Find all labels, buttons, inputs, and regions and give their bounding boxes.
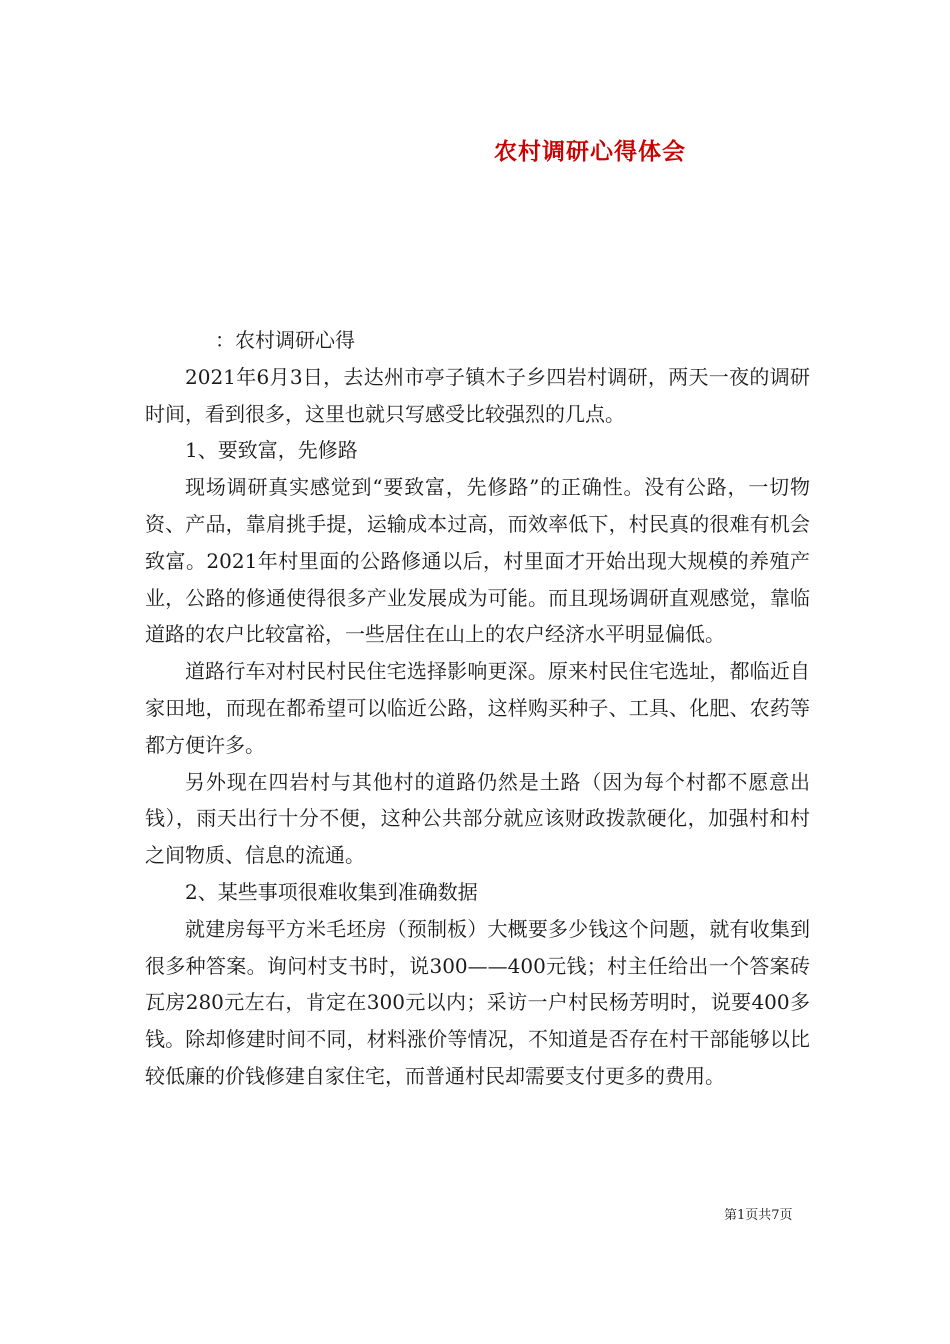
- paragraph: 道路行车对村民村民住宅选择影响更深。原来村民住宅选址，都临近自家田地，而现在都希望可以临近公路，这样购买种子、工具、化肥、农药等都方便许多。: [145, 659, 810, 757]
- paragraph: 2021年6月3日，去达州市亭子镇木子乡四岩村调研，两天一夜的调研时间，看到很多，这里也就只写感受比较强烈的几点。: [145, 364, 810, 426]
- document-title: 农村调研心得体会: [494, 138, 686, 165]
- paragraph: 另外现在四岩村与其他村的道路仍然是土路（因为每个村都不愿意出钱），雨天出行十分不便，这种公共部分就应该财政拨款硬化，加强村和村之间物质、信息的流通。: [145, 769, 810, 868]
- page-number: 第1页共7页: [724, 1208, 793, 1223]
- paragraph: 就建房每平方米毛坯房（预制板）大概要多少钱这个问题，就有收集到很多种答案。询问村支书时，说300——400元钱；村主任给出一个答案砖瓦房280元左右，肯定在300元以内；采访一户村民杨芳明时，说要400多钱。除却修建时间不同，材料涨价等情况，不知道是否存在村干部能够以比较低廉的价钱修建自家住宅，而普通村民却需要支付更多的费用。: [145, 916, 810, 1088]
- section-heading: 2、某些事项很难收集到准确数据: [185, 879, 478, 904]
- paragraph: 现场调研真实感觉到“要致富，先修路”的正确性。没有公路，一切物资、产品，靠肩挑手提，运输成本过高，而效率低下，村民真的很难有机会致富。2021年村里面的公路修通以后，村里面才开始出现大规模的养殖产业，公路的修通使得很多产业发展成为可能。而且现场调研直观感觉，靠临道路的农户比较富裕，一些居住在山上的农户经济水平明显偏低。: [145, 475, 810, 647]
- document-subtitle: ：农村调研心得: [215, 328, 355, 352]
- section-heading: 1、要致富，先修路: [185, 438, 358, 463]
- document-body: [145, 322, 810, 1095]
